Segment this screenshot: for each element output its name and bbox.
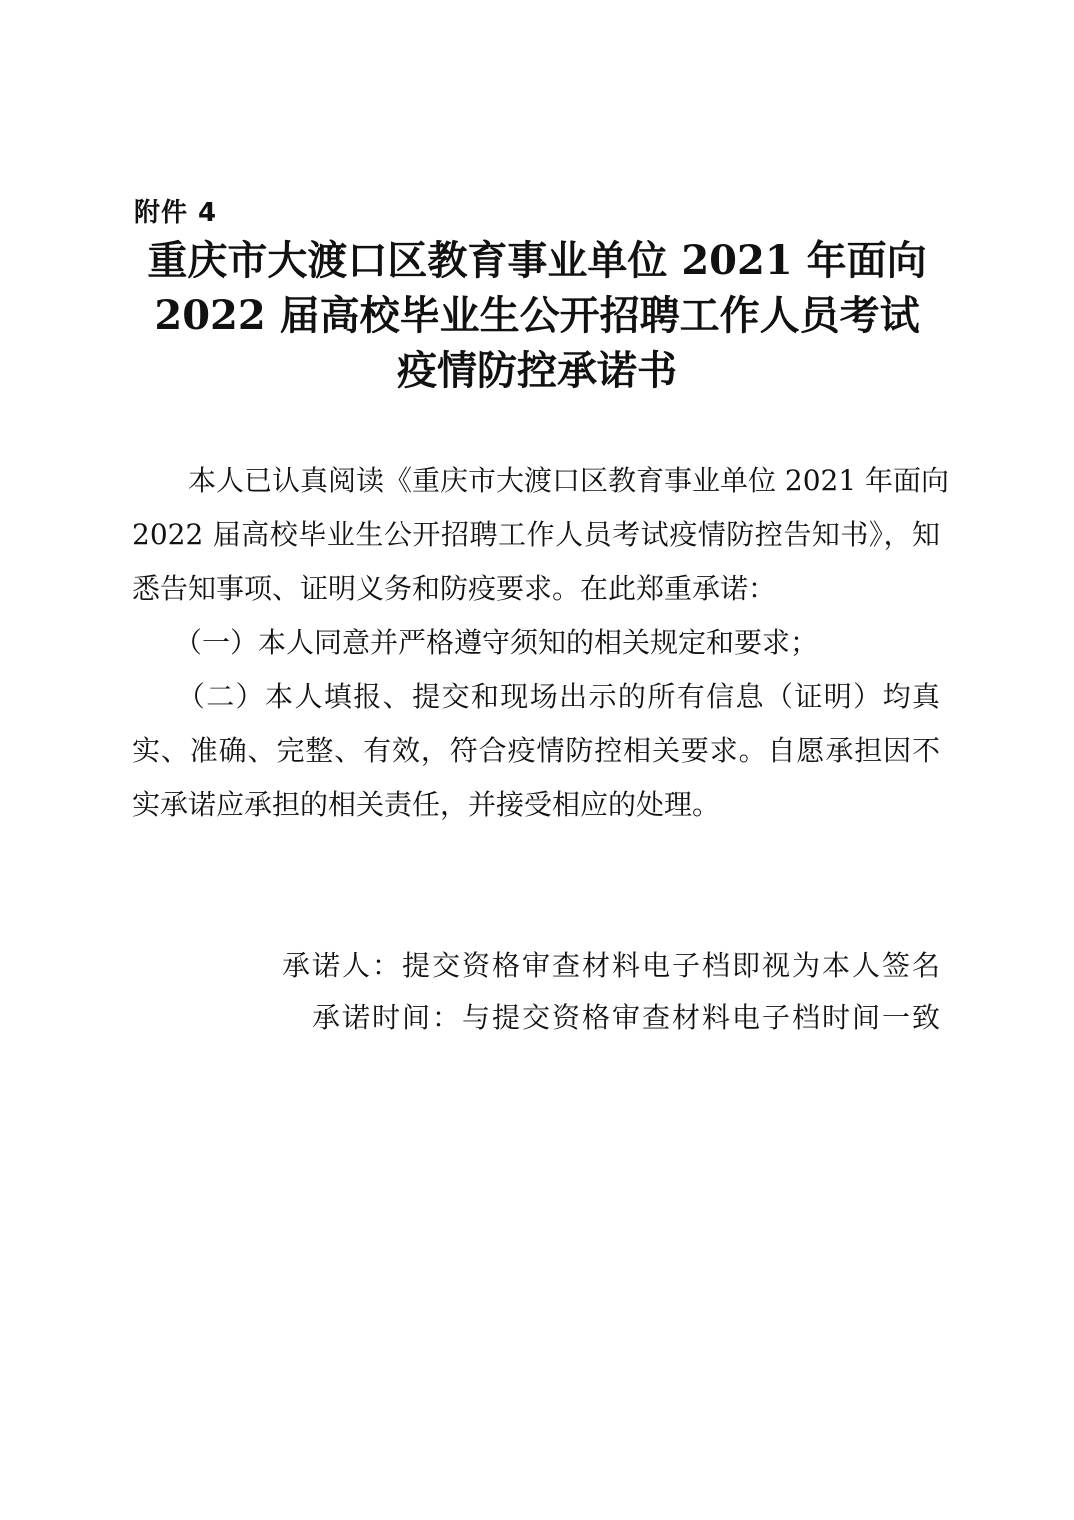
intro-paragraph-line-1: 本人已认真阅读《重庆市大渡口区教育事业单位 2021 年面向 [132, 464, 950, 497]
promise-time: 承诺时间：与提交资格审查材料电子档时间一致 [311, 1001, 942, 1034]
document-title-line-2: 2022 届高校毕业生公开招聘工作人员考试 [154, 292, 920, 339]
document-title-line-1: 重庆市大渡口区教育事业单位 2021 年面向 [147, 237, 927, 284]
promiser-signature: 承诺人：提交资格审查材料电子档即视为本人签名 [281, 949, 942, 982]
commitment-item-2-line-3: 实承诺应承担的相关责任，并接受相应的处理。 [132, 788, 721, 821]
intro-paragraph-line-3: 悉告知事项、证明义务和防疫要求。在此郑重承诺： [132, 572, 777, 605]
document-title-line-3: 疫情防控承诺书 [397, 347, 677, 394]
commitment-item-2-line-2: 实、准确、完整、有效，符合疫情防控相关要求。自愿承担因不 [132, 734, 940, 767]
attachment-label: 附件 4 [134, 198, 218, 228]
commitment-item-2-line-1: （二）本人填报、提交和现场出示的所有信息（证明）均真 [132, 680, 940, 713]
intro-paragraph-line-2: 2022 届高校毕业生公开招聘工作人员考试疫情防控告知书》，知 [132, 518, 940, 551]
commitment-item-1: （一）本人同意并严格遵守须知的相关规定和要求； [132, 626, 819, 659]
